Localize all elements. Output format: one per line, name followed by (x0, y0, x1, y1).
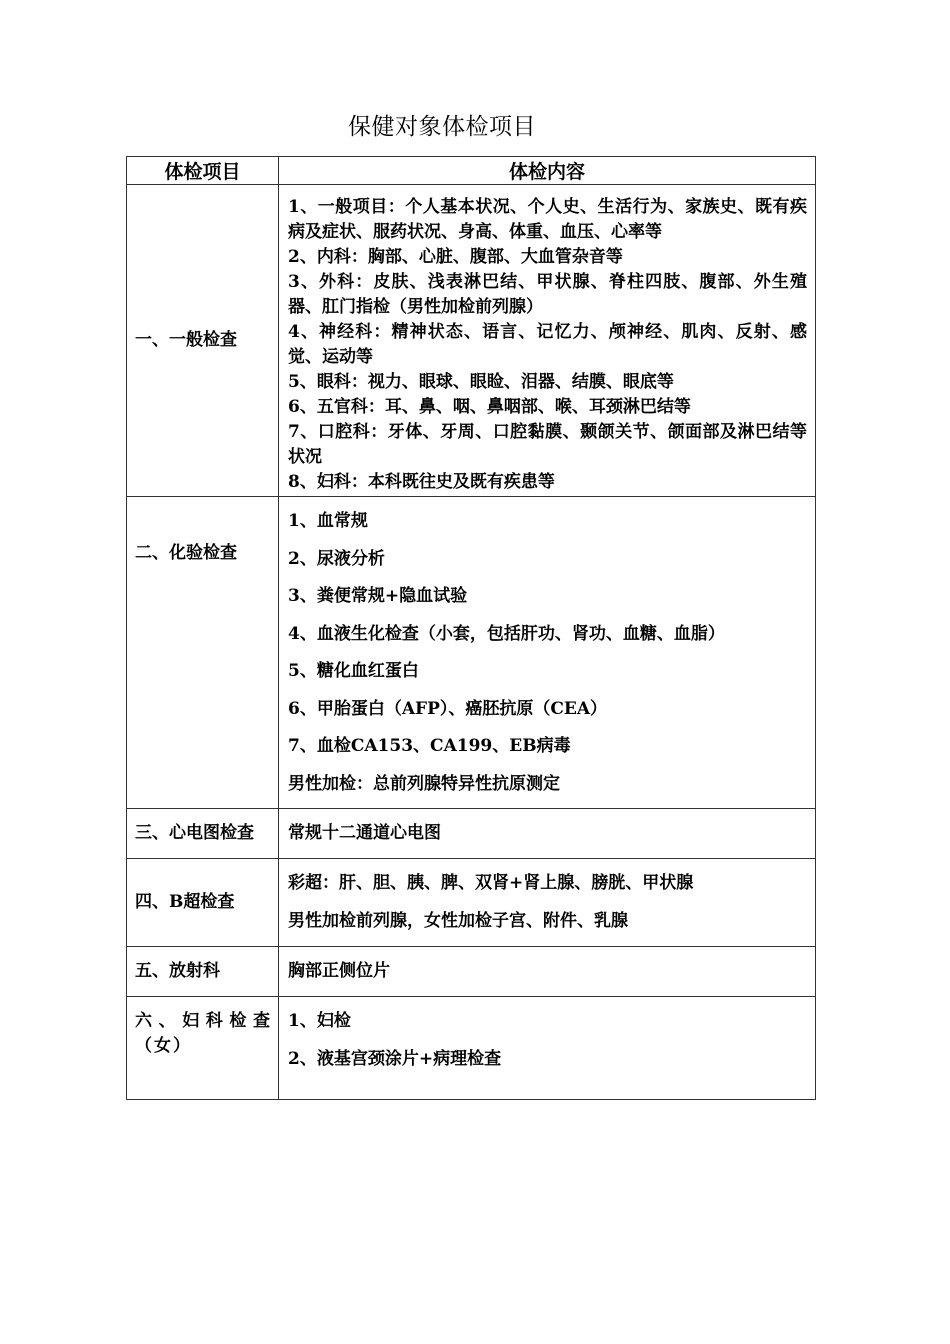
list-item: 常规十二通道心电图 (288, 823, 441, 843)
list-item: 男性加检：总前列腺特异性抗原测定 (288, 773, 560, 794)
content-radiology (279, 947, 816, 997)
list-item: 2、尿液分析 (288, 548, 385, 569)
list-item: 3、外科：皮肤、浅表淋巴结、甲状腺、脊柱四肢、腹部、外生殖器、肛门指检（男性加检前列腺） (288, 272, 807, 317)
table-row (127, 185, 816, 497)
item-ultrasound: 四、B超检查 (127, 859, 279, 947)
list-item: 2、内科：胸部、心脏、腹部、大血管杂音等 (288, 247, 623, 267)
list-item: 3、粪便常规+隐血试验 (288, 586, 468, 606)
list-item: 1、一般项目：个人基本状况、个人史、生活行为、家族史、既有疾病及症状、服药状况、身高、体重、血压、心率等 (288, 197, 807, 242)
item-radiology: 五、放射科 (127, 947, 279, 997)
header-content: 体检内容 (279, 157, 816, 185)
list-item: 5、眼科：视力、眼球、眼睑、泪器、结膜、眼底等 (288, 372, 674, 392)
list-item: 1、妇检 (288, 1011, 351, 1031)
list-item: 8、妇科：本科既往史及既有疾患等 (288, 472, 555, 492)
list-item: 6、甲胎蛋白（AFP）、癌胚抗原（CEA） (288, 698, 608, 719)
list-item: 5、糖化血红蛋白 (288, 661, 419, 681)
table-row (127, 947, 816, 997)
page-title: 保健对象体检项目 (348, 114, 536, 140)
table-row (127, 859, 816, 947)
exam-items-table (126, 156, 816, 1100)
list-item: 彩超：肝、胆、胰、脾、双肾+肾上腺、膀胱、甲状腺 (288, 873, 694, 893)
list-item: 男性加检前列腺，女性加检子宫、附件、乳腺 (288, 910, 628, 931)
item-ecg: 三、心电图检查 (127, 809, 279, 859)
header-item: 体检项目 (127, 157, 279, 185)
content-ecg (279, 809, 816, 859)
item-general-exam: 一、一般检查 (127, 185, 279, 497)
list-item: 4、神经科：精神状态、语言、记忆力、颅神经、肌肉、反射、感觉、运动等 (288, 322, 807, 367)
content-general-exam (279, 185, 816, 497)
table-row (127, 809, 816, 859)
item-gynecology: 六、妇科检查（女） (127, 997, 279, 1100)
table-row (127, 997, 816, 1100)
content-lab-tests (279, 497, 816, 809)
table-row (127, 497, 816, 809)
list-item: 7、口腔科：牙体、牙周、口腔黏膜、颞颌关节、颌面部及淋巴结等状况 (288, 422, 807, 467)
list-item: 1、血常规 (288, 511, 368, 531)
content-ultrasound (279, 859, 816, 947)
list-item: 胸部正侧位片 (288, 961, 390, 981)
list-item: 7、血检CA153、CA199、EB病毒 (288, 736, 571, 756)
table-header-row (127, 157, 816, 185)
content-gynecology (279, 997, 816, 1100)
item-lab-tests: 二、化验检查 (127, 497, 279, 809)
list-item: 6、五官科：耳、鼻、咽、鼻咽部、喉、耳颈淋巴结等 (288, 397, 691, 417)
list-item: 4、血液生化检查（小套，包括肝功、肾功、血糖、血脂） (288, 623, 725, 644)
list-item: 2、液基宫颈涂片+病理检查 (288, 1048, 502, 1069)
